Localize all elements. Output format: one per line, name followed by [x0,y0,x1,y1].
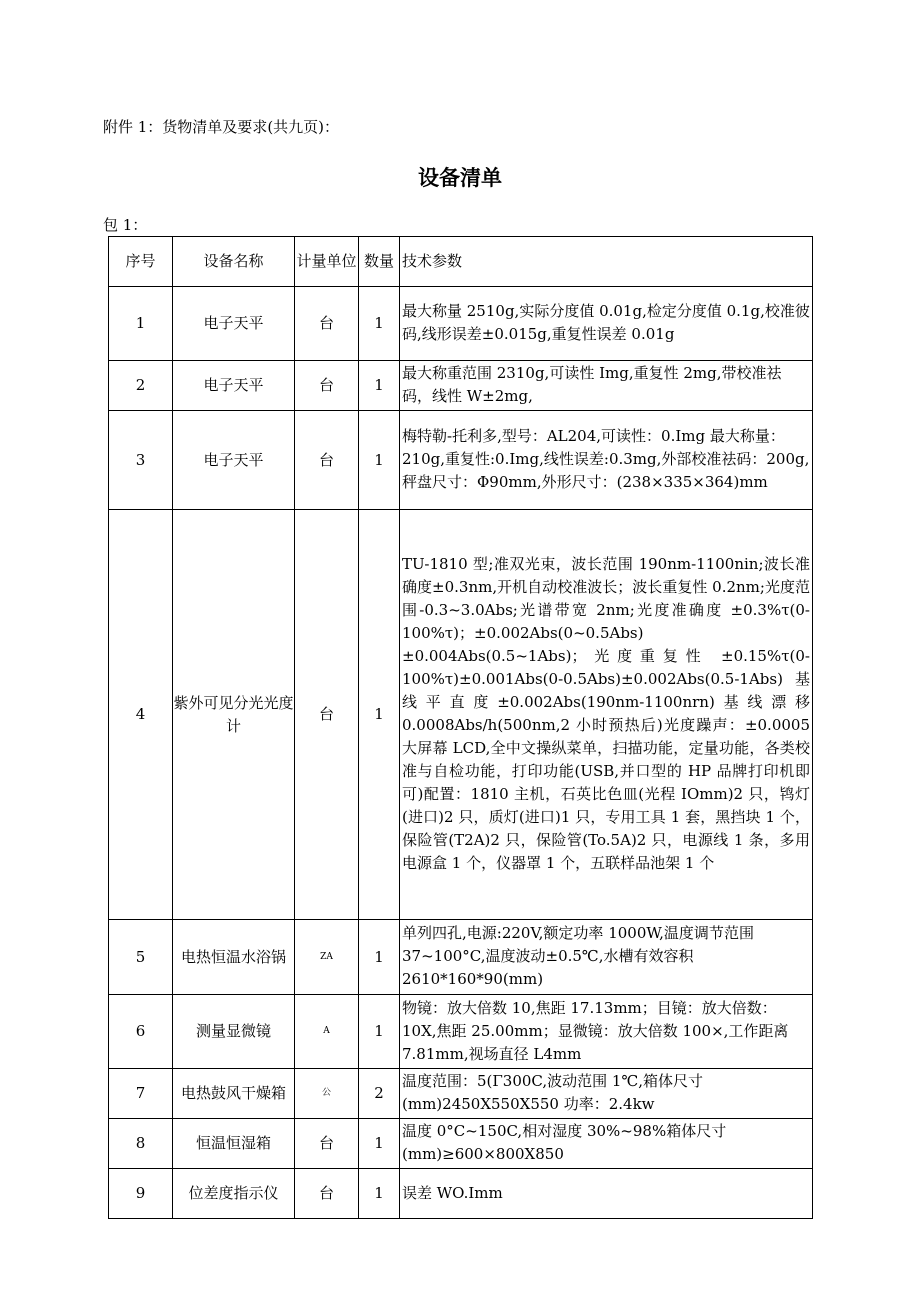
table-header-row [109,237,813,287]
row-name: 电子天平 [173,287,295,361]
row-spec: 温度 0°C~150C,相对湿度 30%~98%箱体尺寸(mm)≥600×800X850 [400,1119,813,1169]
row-name: 电子天平 [173,361,295,411]
row-qty: 1 [359,920,400,995]
row-spec: 最大称量 2510g,实际分度值 0.01g,检定分度值 0.1g,校准彼码,线形误差±0.015g,重复性误差 0.01g [400,287,813,361]
row-index: 5 [109,920,173,995]
row-spec: 单列四孔,电源:220V,额定功率 1000W,温度调节范围 37~100°C,温度波动±0.5℃,水槽有效容积 2610*160*90(mm) [400,920,813,995]
row-spec: 最大称重范围 2310g,可读性 Img,重复性 2mg,带校准祛码，线性 W±2mg, [400,361,813,411]
row-name: 电热恒温水浴锅 [173,920,295,995]
row-name: 位差度指示仪 [173,1169,295,1219]
row-unit: 台 [295,287,359,361]
row-unit: ZA [295,920,359,995]
equipment-table [108,236,813,1219]
header-name: 设备名称 [173,237,295,287]
table-row [109,995,813,1069]
row-name: 电热鼓风干燥箱 [173,1069,295,1119]
row-spec: 误差 WO.Imm [400,1169,813,1219]
row-name: 紫外可见分光光度计 [173,510,295,920]
header-unit: 计量单位 [295,237,359,287]
row-qty: 1 [359,411,400,510]
table-row [109,920,813,995]
row-spec: 温度范围：5(Γ300C,波动范围 1℃,箱体尺寸(mm)2450X550X550 功率：2.4kw [400,1069,813,1119]
row-spec: 梅特勒-托利多,型号：AL204,可读性：0.Img 最大称量：210g,重复性:0.Img,线性误差:0.3mg,外部校准祛码：200g,秤盘尺寸：Φ90mm,外形尺寸：(238×335×364)mm [400,411,813,510]
package-label: 包 1： [103,216,148,234]
row-name: 恒温恒湿箱 [173,1119,295,1169]
table-row [109,1169,813,1219]
table-row [109,1119,813,1169]
row-name: 测量显微镜 [173,995,295,1069]
row-qty: 1 [359,1119,400,1169]
row-unit: 公 [295,1069,359,1119]
row-index: 3 [109,411,173,510]
row-qty: 1 [359,510,400,920]
table-row [109,287,813,361]
row-qty: 2 [359,1069,400,1119]
row-unit: 台 [295,1119,359,1169]
row-qty: 1 [359,995,400,1069]
row-index: 2 [109,361,173,411]
row-qty: 1 [359,1169,400,1219]
row-name: 电子天平 [173,411,295,510]
header-qty: 数量 [359,237,400,287]
header-spec: 技术参数 [400,237,813,287]
row-spec: TU-1810 型;准双光束，波长范围 190nm-1100nin;波长准确度±0.3nm,开机自动校准波长；波长重复性 0.2nm;光度范围-0.3~3.0Abs;光谱带宽 2nm;光度准确度 ±0.3%τ(0-100%τ)；±0.002Abs(0~0.5Abs)±0.004Abs(0.5~1Abs)；光度重复性 ±0.15%τ(0-100%τ)±0.001Abs(0-0.5Abs)±0.002Abs(0.5-1Abs)基线平直度±0.002Abs(190nm-1100nrn)基线漂移 0.0008Abs/h(500nm,2 小时预热后)光度躁声：±0.0005 大屏幕 LCD,全中文操纵菜单，扫描功能，定量功能，各类校准与自检功能，打印功能(USB,并口型的 HP 品牌打印机即可)配置：1810 主机，石英比色皿(光程 IOmm)2 只，鸨灯(进口)2 只，质灯(进口)1 只，专用工具 1 套，黑挡块 1 个，保险管(T2A)2 只，保险管(To.5A)2 只，电源线 1 条，多用电源盒 1 个，仪器罩 1 个，五联样品池架 1 个 [400,510,813,920]
page-title: 设备清单 [418,166,502,190]
row-qty: 1 [359,287,400,361]
row-index: 8 [109,1119,173,1169]
row-index: 9 [109,1169,173,1219]
attachment-title: 附件 1：货物清单及要求(共九页)： [103,118,340,136]
row-index: 4 [109,510,173,920]
header-index: 序号 [109,237,173,287]
table-row [109,411,813,510]
table-row [109,361,813,411]
row-unit: A [295,995,359,1069]
row-unit: 台 [295,411,359,510]
row-unit: 台 [295,1169,359,1219]
row-index: 7 [109,1069,173,1119]
row-unit: 台 [295,361,359,411]
row-qty: 1 [359,361,400,411]
row-index: 6 [109,995,173,1069]
row-unit: 台 [295,510,359,920]
table-row [109,1069,813,1119]
table-row [109,510,813,920]
row-index: 1 [109,287,173,361]
row-spec: 物镜：放大倍数 10,焦距 17.13mm；目镜：放大倍数：10X,焦距 25.00mm；显微镜：放大倍数 100×,工作距离 7.81mm,视场直径 L4mm [400,995,813,1069]
